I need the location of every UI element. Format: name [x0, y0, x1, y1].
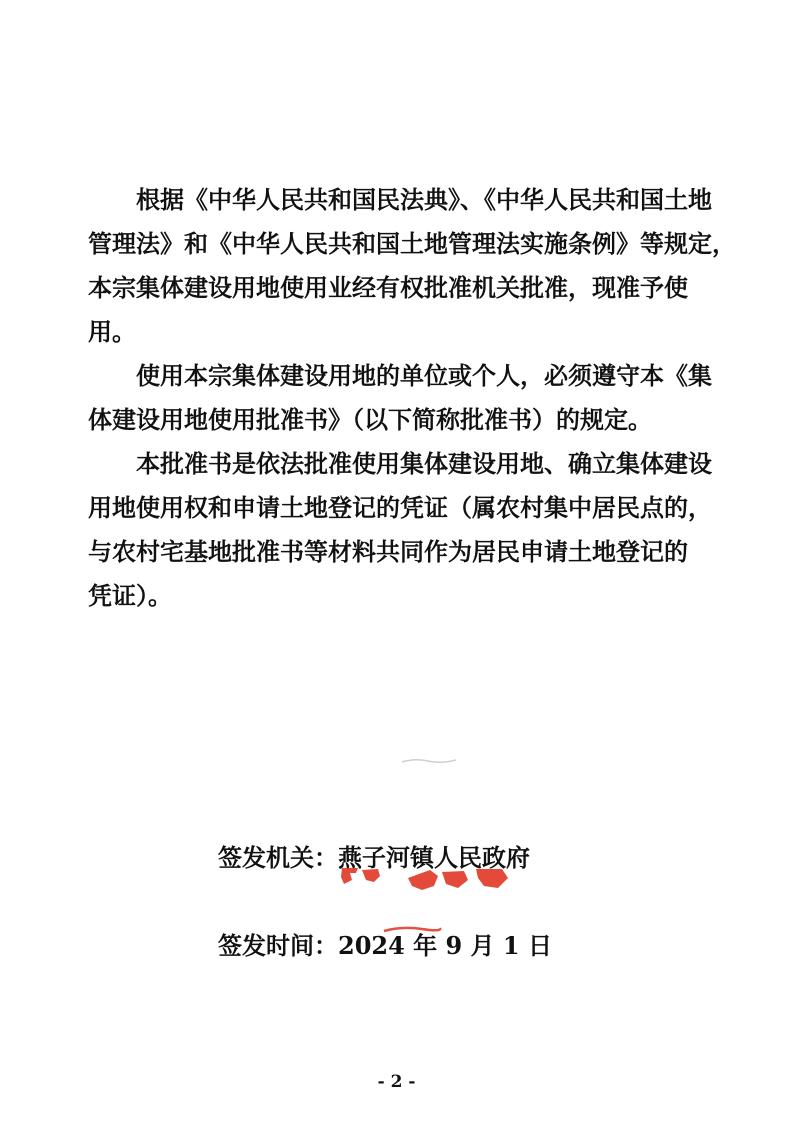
issuer-value: 燕子河镇人民政府 [338, 843, 530, 872]
paragraph-line: 用。 [88, 317, 136, 346]
paragraph-line: 体建设用地使用批准书》（以下简称批准书）的规定。 [88, 405, 652, 434]
paragraph-certificate-purpose [88, 442, 712, 618]
paragraph-line: 本批准书是依法批准使用集体建设用地、确立集体建设 [136, 449, 712, 478]
page-number: - 2 - [377, 1072, 416, 1092]
issue-date-label: 签发时间： [218, 931, 338, 960]
paragraph-line: 本宗集体建设用地使用业经有权批准机关批准，现准予使 [88, 273, 688, 302]
issuer-line [218, 838, 530, 873]
paragraph-line: 凭证）。 [88, 581, 172, 610]
paragraph-compliance [88, 354, 712, 442]
paragraph-line: 管理法》和《中华人民共和国土地管理法实施条例》等规定， [88, 229, 736, 258]
paragraph-line: 使用本宗集体建设用地的单位或个人，必须遵守本《集 [136, 361, 712, 390]
paragraph-legal-basis [88, 178, 736, 354]
seal-edge-mark [382, 925, 442, 935]
issuer-label: 签发机关： [218, 843, 338, 872]
paragraph-line: 用地使用权和申请土地登记的凭证（属农村集中居民点的， [88, 493, 712, 522]
paragraph-line: 与农村宅基地批准书等材料共同作为居民申请土地登记的 [88, 537, 688, 566]
paragraph-line: 根据《中华人民共和国民法典》、《中华人民共和国土地 [136, 185, 712, 214]
issue-date-value: 2024 年 9 月 1 日 [338, 931, 552, 960]
scan-smudge [400, 752, 460, 768]
